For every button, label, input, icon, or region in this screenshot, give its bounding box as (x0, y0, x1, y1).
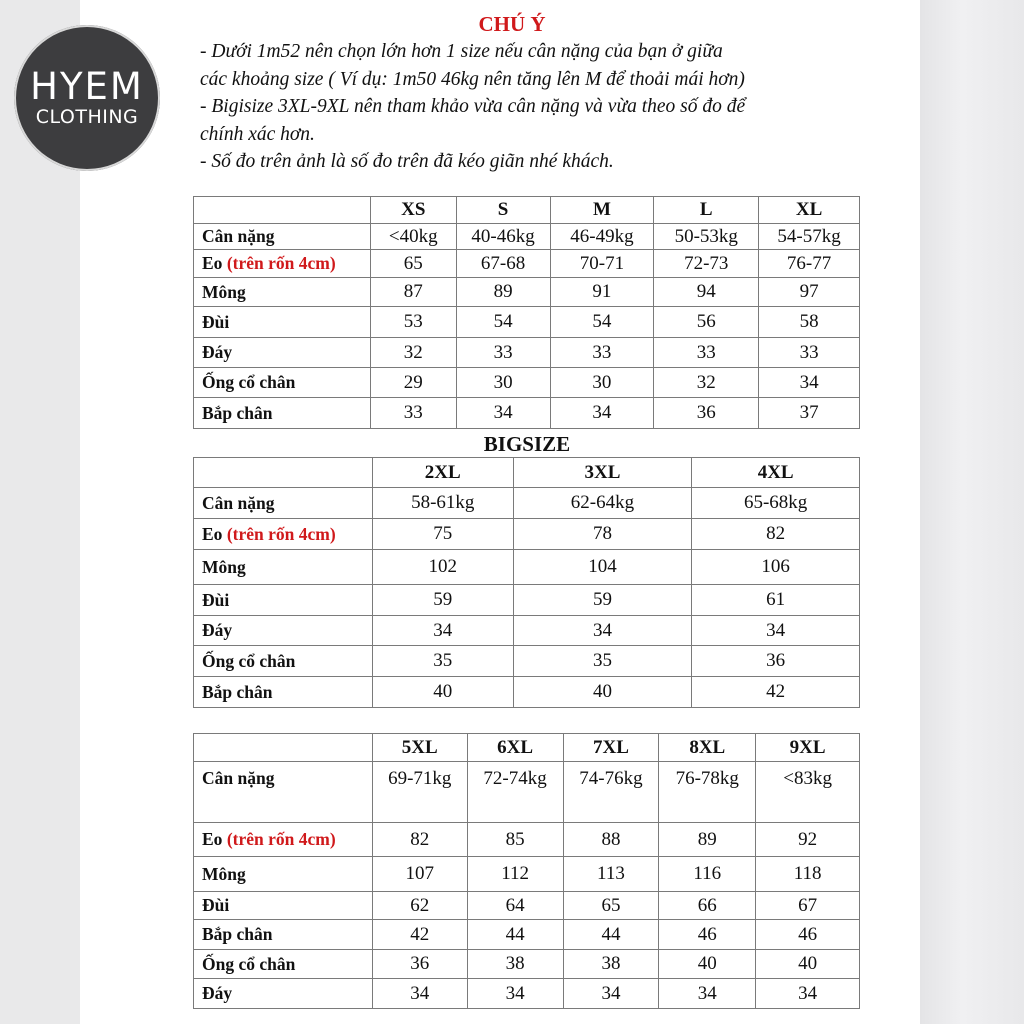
header-empty (194, 734, 373, 762)
cell: 44 (563, 920, 659, 950)
table-row (194, 519, 860, 550)
table-row (194, 857, 860, 892)
row-label-weight: Cân nặng (194, 224, 371, 250)
row-label-hip: Mông (194, 278, 371, 307)
size-header: 3XL (513, 458, 692, 488)
row-label-waist (194, 823, 373, 857)
cell: <40kg (370, 224, 456, 250)
cell: 65 (563, 892, 659, 920)
table-row (194, 224, 860, 250)
cell: 113 (563, 857, 659, 892)
cell: 34 (563, 979, 659, 1009)
cell: 46-49kg (550, 224, 654, 250)
brand-logo (14, 25, 160, 171)
cell: 40 (756, 950, 860, 979)
table-row (194, 338, 860, 368)
cell: 87 (370, 278, 456, 307)
cell: 89 (659, 823, 756, 857)
cell: 62 (372, 892, 467, 920)
table-row (194, 823, 860, 857)
row-label-ankle: Ống cổ chân (194, 368, 371, 398)
table-row (194, 892, 860, 920)
cell: 54 (456, 307, 550, 338)
table-row (194, 398, 860, 429)
page-edge (920, 0, 1024, 1024)
row-label-calf: Bắp chân (194, 398, 371, 429)
size-header: 7XL (563, 734, 659, 762)
table-row (194, 550, 860, 585)
cell: 34 (456, 398, 550, 429)
cell: 59 (372, 585, 513, 616)
table-row (194, 762, 860, 823)
row-label-ankle: Ống cổ chân (194, 646, 373, 677)
table-row (194, 950, 860, 979)
cell: 107 (372, 857, 467, 892)
label-text: Eo (202, 523, 223, 544)
cell: 40 (513, 677, 692, 708)
cell: 64 (467, 892, 563, 920)
cell: 42 (692, 677, 860, 708)
table-row (194, 616, 860, 646)
cell: 35 (513, 646, 692, 677)
cell: 50-53kg (654, 224, 759, 250)
cell: 34 (467, 979, 563, 1009)
cell: 69-71kg (372, 762, 467, 823)
table-row (194, 979, 860, 1009)
size-header: L (654, 197, 759, 224)
waist-note: (trên rốn 4cm) (226, 523, 336, 544)
cell: 53 (370, 307, 456, 338)
cell: 34 (692, 616, 860, 646)
cell: 116 (659, 857, 756, 892)
size-table-standard (193, 196, 860, 429)
cell: 67-68 (456, 250, 550, 278)
cell: 46 (756, 920, 860, 950)
cell: 37 (759, 398, 860, 429)
cell: 118 (756, 857, 860, 892)
note-line: - Dưới 1m52 nên chọn lớn hơn 1 size nếu cân nặng của bạn ở giữa (200, 41, 723, 62)
table-row (194, 585, 860, 616)
size-header: XL (759, 197, 860, 224)
cell: 35 (372, 646, 513, 677)
cell: 34 (756, 979, 860, 1009)
table-row (194, 646, 860, 677)
note-text (200, 38, 880, 176)
row-label-bottom: Đáy (194, 616, 373, 646)
row-label-hip: Mông (194, 857, 373, 892)
size-header: 5XL (372, 734, 467, 762)
note-line: chính xác hơn. (200, 123, 315, 145)
cell: 88 (563, 823, 659, 857)
cell: 40-46kg (456, 224, 550, 250)
cell: 38 (467, 950, 563, 979)
row-label-hip: Mông (194, 550, 373, 585)
cell: 74-76kg (563, 762, 659, 823)
cell: 46 (659, 920, 756, 950)
cell: 92 (756, 823, 860, 857)
cell: 29 (370, 368, 456, 398)
table-row (194, 307, 860, 338)
cell: 30 (550, 368, 654, 398)
cell: 54 (550, 307, 654, 338)
note-line: - Số đo trên ảnh là số đo trên đã kéo giãn nhé khách. (200, 151, 614, 172)
cell: 32 (370, 338, 456, 368)
table-row (194, 488, 860, 519)
cell: 72-74kg (467, 762, 563, 823)
cell: 44 (467, 920, 563, 950)
size-header: XS (370, 197, 456, 224)
waist-note: (trên rốn 4cm) (226, 253, 336, 273)
row-label-bottom: Đáy (194, 338, 371, 368)
cell: 67 (756, 892, 860, 920)
size-header: 9XL (756, 734, 860, 762)
cell: 112 (467, 857, 563, 892)
size-header: S (456, 197, 550, 224)
cell: 82 (692, 519, 860, 550)
row-label-waist (194, 519, 373, 550)
row-label-thigh: Đùi (194, 892, 373, 920)
table-header-row (194, 734, 860, 762)
cell: 104 (513, 550, 692, 585)
cell: 85 (467, 823, 563, 857)
cell: 33 (456, 338, 550, 368)
cell: 34 (513, 616, 692, 646)
row-label-calf: Bắp chân (194, 677, 373, 708)
note-line: - Bigisize 3XL-9XL nên tham khảo vừa cân nặng và vừa theo số đo để (200, 96, 746, 117)
cell: 36 (654, 398, 759, 429)
cell: 59 (513, 585, 692, 616)
cell: 34 (659, 979, 756, 1009)
size-header: 6XL (467, 734, 563, 762)
label-text: Eo (202, 253, 223, 273)
cell: 76-77 (759, 250, 860, 278)
logo-line2: CLOTHING (35, 106, 139, 128)
row-label-bottom: Đáy (194, 979, 373, 1009)
size-header: 2XL (372, 458, 513, 488)
cell: 40 (659, 950, 756, 979)
row-label-ankle: Ống cổ chân (194, 950, 373, 979)
table-header-row (194, 197, 860, 224)
cell: 33 (654, 338, 759, 368)
cell: 102 (372, 550, 513, 585)
cell: 34 (550, 398, 654, 429)
cell: 36 (692, 646, 860, 677)
cell: 32 (654, 368, 759, 398)
cell: 89 (456, 278, 550, 307)
row-label-calf: Bắp chân (194, 920, 373, 950)
cell: 72-73 (654, 250, 759, 278)
cell: 33 (759, 338, 860, 368)
cell: 36 (372, 950, 467, 979)
size-header: M (550, 197, 654, 224)
logo-line1: HYEM (30, 65, 144, 108)
size-header: 8XL (659, 734, 756, 762)
cell: 97 (759, 278, 860, 307)
cell: 78 (513, 519, 692, 550)
cell: 56 (654, 307, 759, 338)
cell: 62-64kg (513, 488, 692, 519)
cell: 54-57kg (759, 224, 860, 250)
cell: 30 (456, 368, 550, 398)
cell: 42 (372, 920, 467, 950)
table-row (194, 368, 860, 398)
row-label-waist (194, 250, 371, 278)
label-text: Eo (202, 829, 223, 849)
cell: 40 (372, 677, 513, 708)
cell: 91 (550, 278, 654, 307)
cell: 58 (759, 307, 860, 338)
cell: 38 (563, 950, 659, 979)
cell: 34 (372, 979, 467, 1009)
cell: 94 (654, 278, 759, 307)
row-label-thigh: Đùi (194, 307, 371, 338)
note-line: các khoảng size ( Ví dụ: 1m50 46kg nên tăng lên M để thoải mái hơn) (200, 68, 745, 90)
table-header-row (194, 458, 860, 488)
row-label-weight: Cân nặng (194, 488, 373, 519)
waist-note: (trên rốn 4cm) (226, 829, 336, 849)
row-label-thigh: Đùi (194, 585, 373, 616)
cell: 65 (370, 250, 456, 278)
cell: 82 (372, 823, 467, 857)
cell: 106 (692, 550, 860, 585)
cell: 34 (372, 616, 513, 646)
cell: 61 (692, 585, 860, 616)
cell: 33 (370, 398, 456, 429)
note-title: CHÚ Ý (478, 12, 546, 36)
size-table-extended (193, 733, 860, 1009)
size-table-bigsize (193, 457, 860, 708)
table-row (194, 677, 860, 708)
cell: <83kg (756, 762, 860, 823)
cell: 66 (659, 892, 756, 920)
table-row (194, 920, 860, 950)
header-empty (194, 458, 373, 488)
table-row (194, 250, 860, 278)
bigsize-title: BIGSIZE (483, 432, 571, 456)
cell: 70-71 (550, 250, 654, 278)
row-label-weight: Cân nặng (194, 762, 373, 823)
cell: 75 (372, 519, 513, 550)
cell: 65-68kg (692, 488, 860, 519)
cell: 34 (759, 368, 860, 398)
cell: 58-61kg (372, 488, 513, 519)
table-row (194, 278, 860, 307)
header-empty (194, 197, 371, 224)
size-header: 4XL (692, 458, 860, 488)
cell: 33 (550, 338, 654, 368)
cell: 76-78kg (659, 762, 756, 823)
